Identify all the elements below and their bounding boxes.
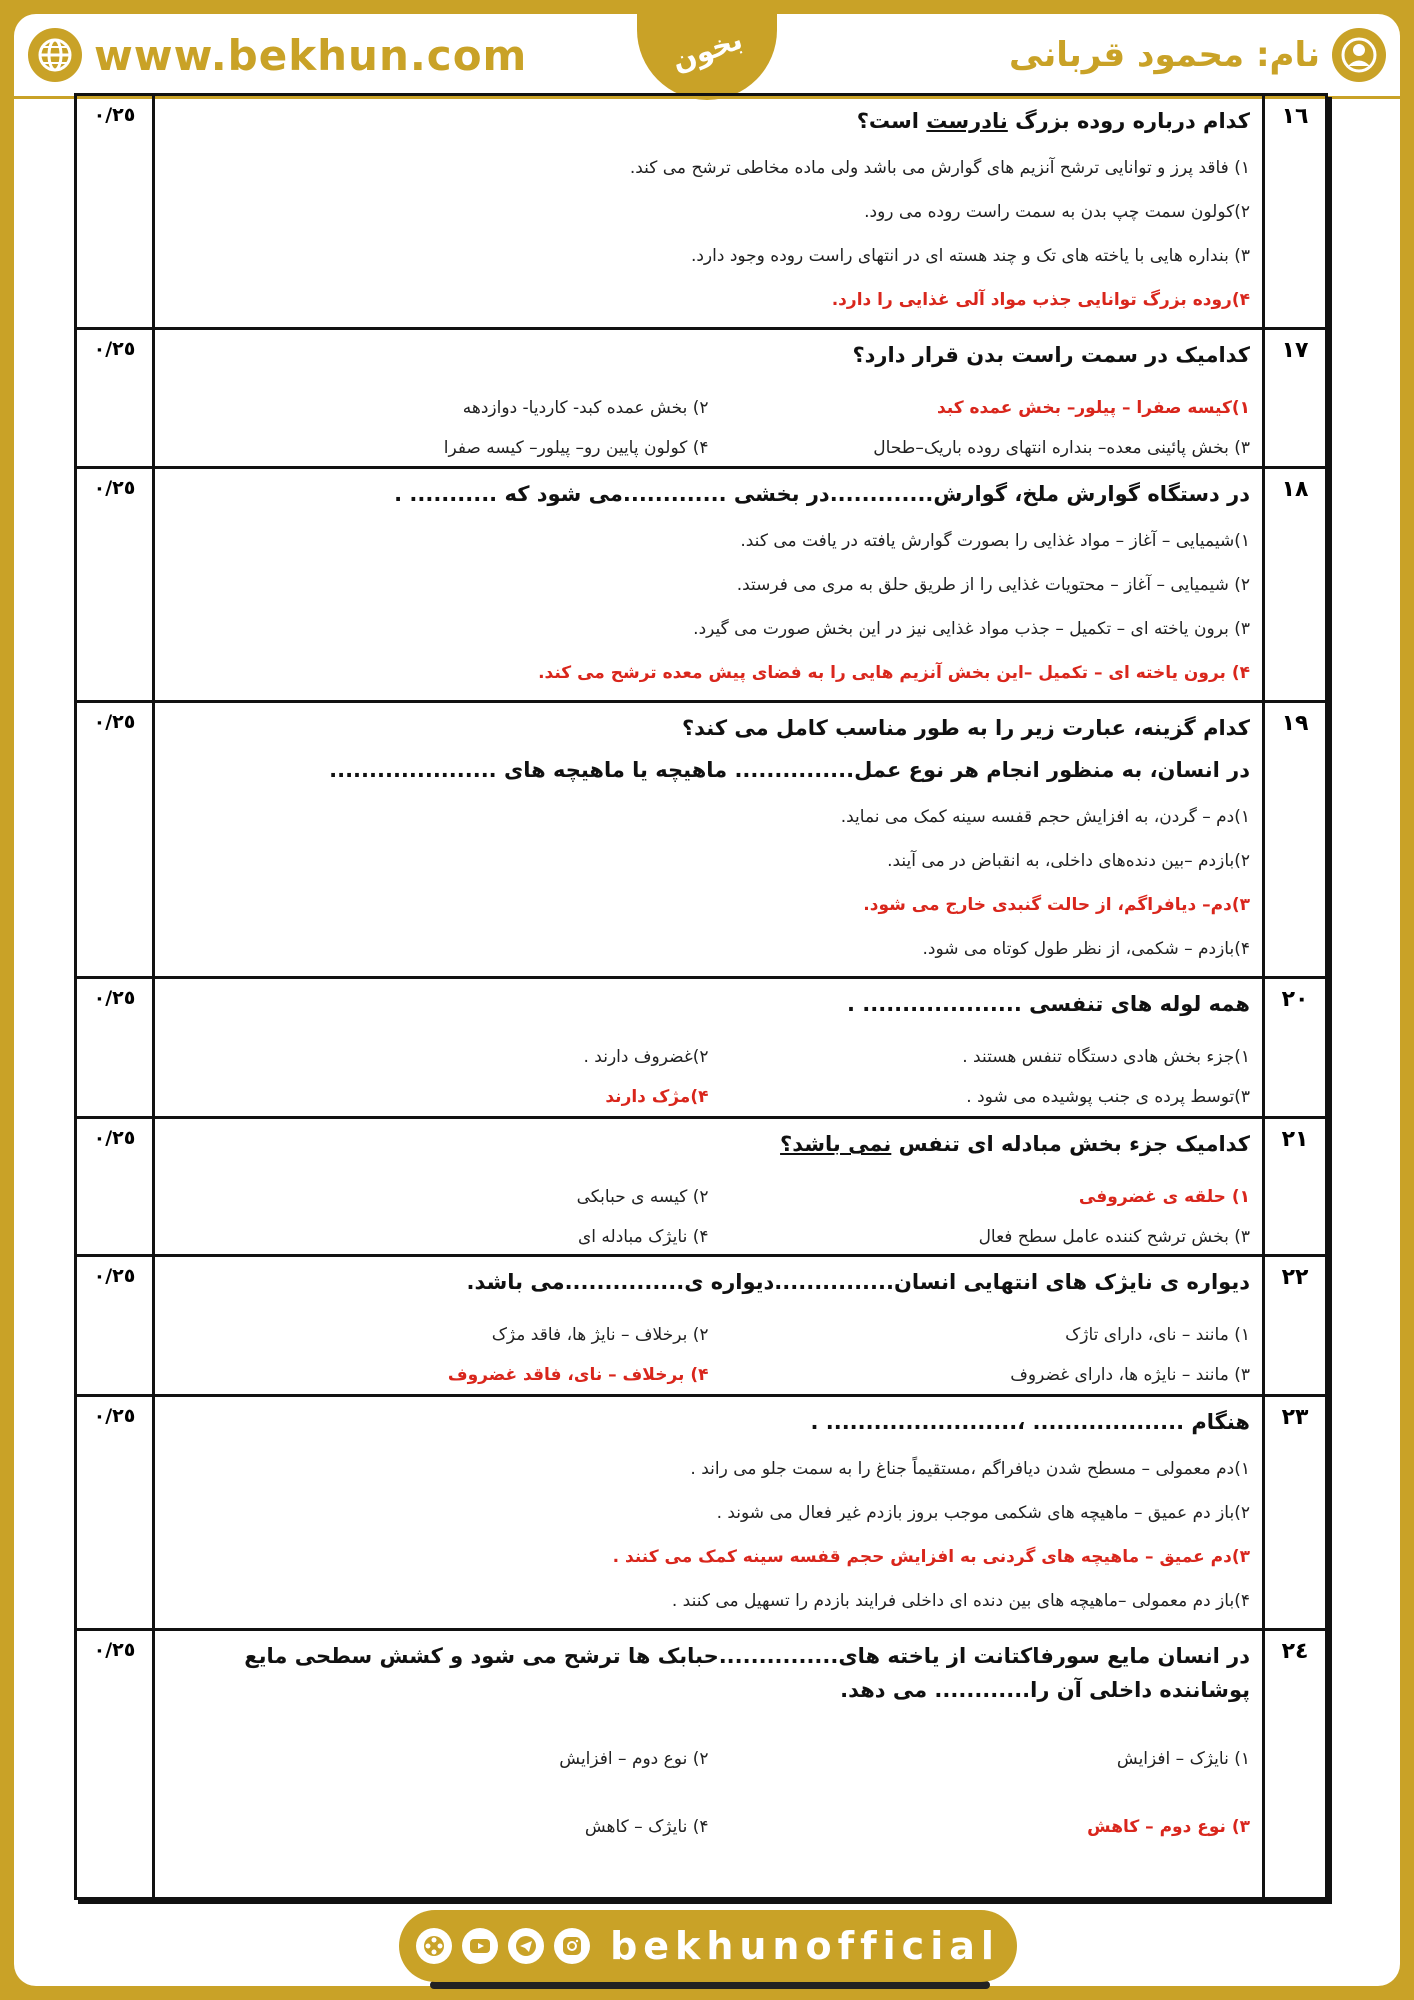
question-score: ٠/٢٥	[77, 1397, 155, 1628]
correct-option: ۱)کیسه صفرا – پیلور– بخش عمده کبد	[936, 398, 1250, 418]
correct-option: ۳)دم– دیافراگم، از حالت گنبدی خارج می شود.	[863, 895, 1250, 915]
question-number: ١٧	[1262, 330, 1325, 466]
stem-underline: نمی باشد؟	[780, 1132, 892, 1156]
page-header	[14, 14, 1400, 99]
logo-text: بخون	[667, 22, 747, 78]
question-content	[167, 469, 1250, 700]
question-number: ٢١	[1262, 1119, 1325, 1254]
question-score: ٠/٢٥	[77, 96, 155, 327]
film-reel-icon[interactable]	[416, 1928, 452, 1964]
option: ۲) نوع دوم – افزایش	[559, 1749, 709, 1769]
student-info	[1009, 28, 1386, 82]
option: ۱) نایژک – افزایش	[1116, 1749, 1250, 1769]
question-number: ٢٢	[1262, 1257, 1325, 1394]
option: ۴) کولون پایین رو– پیلور– کیسه صفرا	[443, 438, 709, 458]
student-name: نام: محمود قربانی	[1009, 35, 1320, 75]
question-stem: هنگام ................... ،........................ .	[810, 1410, 1250, 1434]
option: ۲)کولون سمت چپ بدن به سمت راست روده می رود.	[864, 202, 1250, 222]
question-row	[77, 979, 1325, 1119]
option: ۴)باز دم معمولی –ماهیچه های بین دنده ای داخلی فرایند بازدم را تسهیل می کنند .	[671, 1591, 1250, 1611]
question-score: ٠/٢٥	[77, 469, 155, 700]
question-stem: کدامیک جزء بخش مبادله ای تنفس نمی باشد؟	[780, 1132, 1250, 1156]
website-url[interactable]: www.bekhun.com	[94, 30, 528, 80]
option: ۱)جزء بخش هادی دستگاه تنفس هستند .	[962, 1047, 1250, 1067]
question-number: ١٦	[1262, 96, 1325, 327]
option: ۲)غضروف دارند .	[583, 1047, 709, 1067]
question-score: ٠/٢٥	[77, 1631, 155, 1897]
question-stem: کدام گزینه، عبارت زیر را به طور مناسب کامل می کند؟	[682, 716, 1250, 740]
option: ۴) نایژک – کاهش	[584, 1817, 709, 1837]
exam-table	[74, 93, 1328, 1900]
option: ۳) بنداره هایی با یاخته های تک و چند هسته ای در انتهای راست روده وجود دارد.	[690, 246, 1250, 266]
question-row	[77, 1631, 1325, 1897]
correct-option: ۴) برخلاف – نای، فاقد غضروف	[447, 1365, 709, 1385]
option: ۴)بازدم – شکمی، از نظر طول کوتاه می شود.	[922, 939, 1250, 959]
option: ۳) برون یاخته ای – تکمیل – جذب مواد غذایی نیز در این بخش صورت می گیرد.	[693, 619, 1250, 639]
footer-shadow	[430, 1981, 990, 1989]
question-content	[167, 979, 1250, 1116]
option: ۲) شیمیایی – آغاز – محتویات غذایی را از طریق حلق به مری می فرستد.	[736, 575, 1250, 595]
question-row	[77, 96, 1325, 330]
question-score: ٠/٢٥	[77, 703, 155, 976]
correct-option: ۴)مژک دارند	[605, 1087, 709, 1107]
question-number: ٢٠	[1262, 979, 1325, 1116]
question-content	[167, 1631, 1250, 1897]
correct-option: ۱) حلقه ی غضروفی	[1078, 1187, 1250, 1207]
instagram-icon[interactable]	[554, 1928, 590, 1964]
globe-icon	[28, 28, 82, 82]
question-row	[77, 1257, 1325, 1397]
option: ۱)دم – گردن، به افزایش حجم قفسه سینه کمک می نماید.	[840, 807, 1250, 827]
correct-option: ۳)دم عمیق – ماهیچه های گردنی به افزایش حجم قفسه سینه کمک می کنند .	[612, 1547, 1250, 1567]
option: ۲) کیسه ی حبابکی	[576, 1187, 709, 1207]
social-handle[interactable]: bekhunofficial	[610, 1924, 1000, 1968]
question-number: ١٩	[1262, 703, 1325, 976]
question-stem: در انسان مایع سورفاکتانت از یاخته های...............حبابک ها ترشح می شود و کشش سطحی مایع پوشاننده داخلی آن را............ می دهد.	[244, 1644, 1250, 1702]
question-number: ١٨	[1262, 469, 1325, 700]
question-number: ٢٣	[1262, 1397, 1325, 1628]
question-content	[167, 1397, 1250, 1628]
option: ۴) نایژک مبادله ای	[577, 1227, 709, 1247]
option: ۱) فاقد پرز و توانایی ترشح آنزیم های گوارش می باشد ولی ماده مخاطی ترشح می کند.	[629, 158, 1250, 178]
option: ۲)باز دم عمیق – ماهیچه های شکمی موجب بروز بازدم غیر فعال می شوند .	[716, 1503, 1250, 1523]
correct-option: ۴) برون یاخته ای – تکمیل –این بخش آنزیم هایی را به فضای پیش معده ترشح می کند.	[538, 663, 1250, 683]
question-content	[167, 703, 1250, 976]
correct-option: ۴)روده بزرگ توانایی جذب مواد آلی غذایی را دارد.	[831, 290, 1250, 310]
question-row	[77, 1119, 1325, 1257]
question-score: ٠/٢٥	[77, 1257, 155, 1394]
question-content	[167, 1257, 1250, 1394]
question-number: ٢٤	[1262, 1631, 1325, 1897]
question-row	[77, 703, 1325, 979]
question-row	[77, 469, 1325, 703]
brand-logo	[637, 0, 777, 100]
option: ۱) مانند – نای، دارای تاژک	[1065, 1325, 1250, 1345]
option: ۲)بازدم –بین دنده‌های داخلی، به انقباض در می آیند.	[887, 851, 1250, 871]
question-score: ٠/٢٥	[77, 1119, 155, 1254]
question-stem: همه لوله های تنفسی .................... .	[846, 992, 1250, 1016]
social-footer	[399, 1910, 1017, 1982]
correct-option: ۳) نوع دوم – کاهش	[1087, 1817, 1250, 1837]
question-score: ٠/٢٥	[77, 330, 155, 466]
website[interactable]	[28, 28, 527, 82]
question-content	[167, 96, 1250, 327]
youtube-icon[interactable]	[462, 1928, 498, 1964]
option: ۲) بخش عمده کبد- کاردیا- دوازدهه	[462, 398, 709, 418]
user-icon	[1332, 28, 1386, 82]
option: ۳) بخش ترشح کننده عامل سطح فعال	[978, 1227, 1250, 1247]
option: ۲) برخلاف – نایژ ها، فاقد مژک	[491, 1325, 709, 1345]
option: ۳) مانند – نایژه ها، دارای غضروف	[1010, 1365, 1250, 1385]
question-score: ٠/٢٥	[77, 979, 155, 1116]
stem-underline: نادرست	[926, 109, 1008, 133]
option: ۳)توسط پرده ی جنب پوشیده می شود .	[966, 1087, 1250, 1107]
question-stem-line2: در انسان، به منظور انجام هر نوع عمل............... ماهیچه یا ماهیچه های .....................	[329, 758, 1250, 782]
question-stem: در دستگاه گوارش ملخ، گوارش.............در بخشی .............می شود که ........... .	[394, 482, 1250, 506]
option: ۱)دم معمولی – مسطح شدن دیافراگم ،مستقیماً جناغ را به سمت جلو می راند .	[690, 1459, 1250, 1479]
question-row	[77, 1397, 1325, 1631]
option: ۳) بخش پائینی معده– بنداره انتهای روده باریک–طحال	[873, 438, 1250, 458]
question-stem: دیواره ی نایژک های انتهایی انسان...............دیواره ی...............می باشد.	[466, 1270, 1250, 1294]
telegram-icon[interactable]	[508, 1928, 544, 1964]
question-content	[167, 330, 1250, 466]
question-stem: کدام درباره روده بزرگ نادرست است؟	[856, 109, 1250, 133]
option: ۱)شیمیایی – آغاز – مواد غذایی را بصورت گوارش یافته در یافت می کند.	[740, 531, 1250, 551]
question-stem: کدامیک در سمت راست بدن قرار دارد؟	[852, 343, 1250, 367]
question-content	[167, 1119, 1250, 1254]
question-row	[77, 330, 1325, 469]
